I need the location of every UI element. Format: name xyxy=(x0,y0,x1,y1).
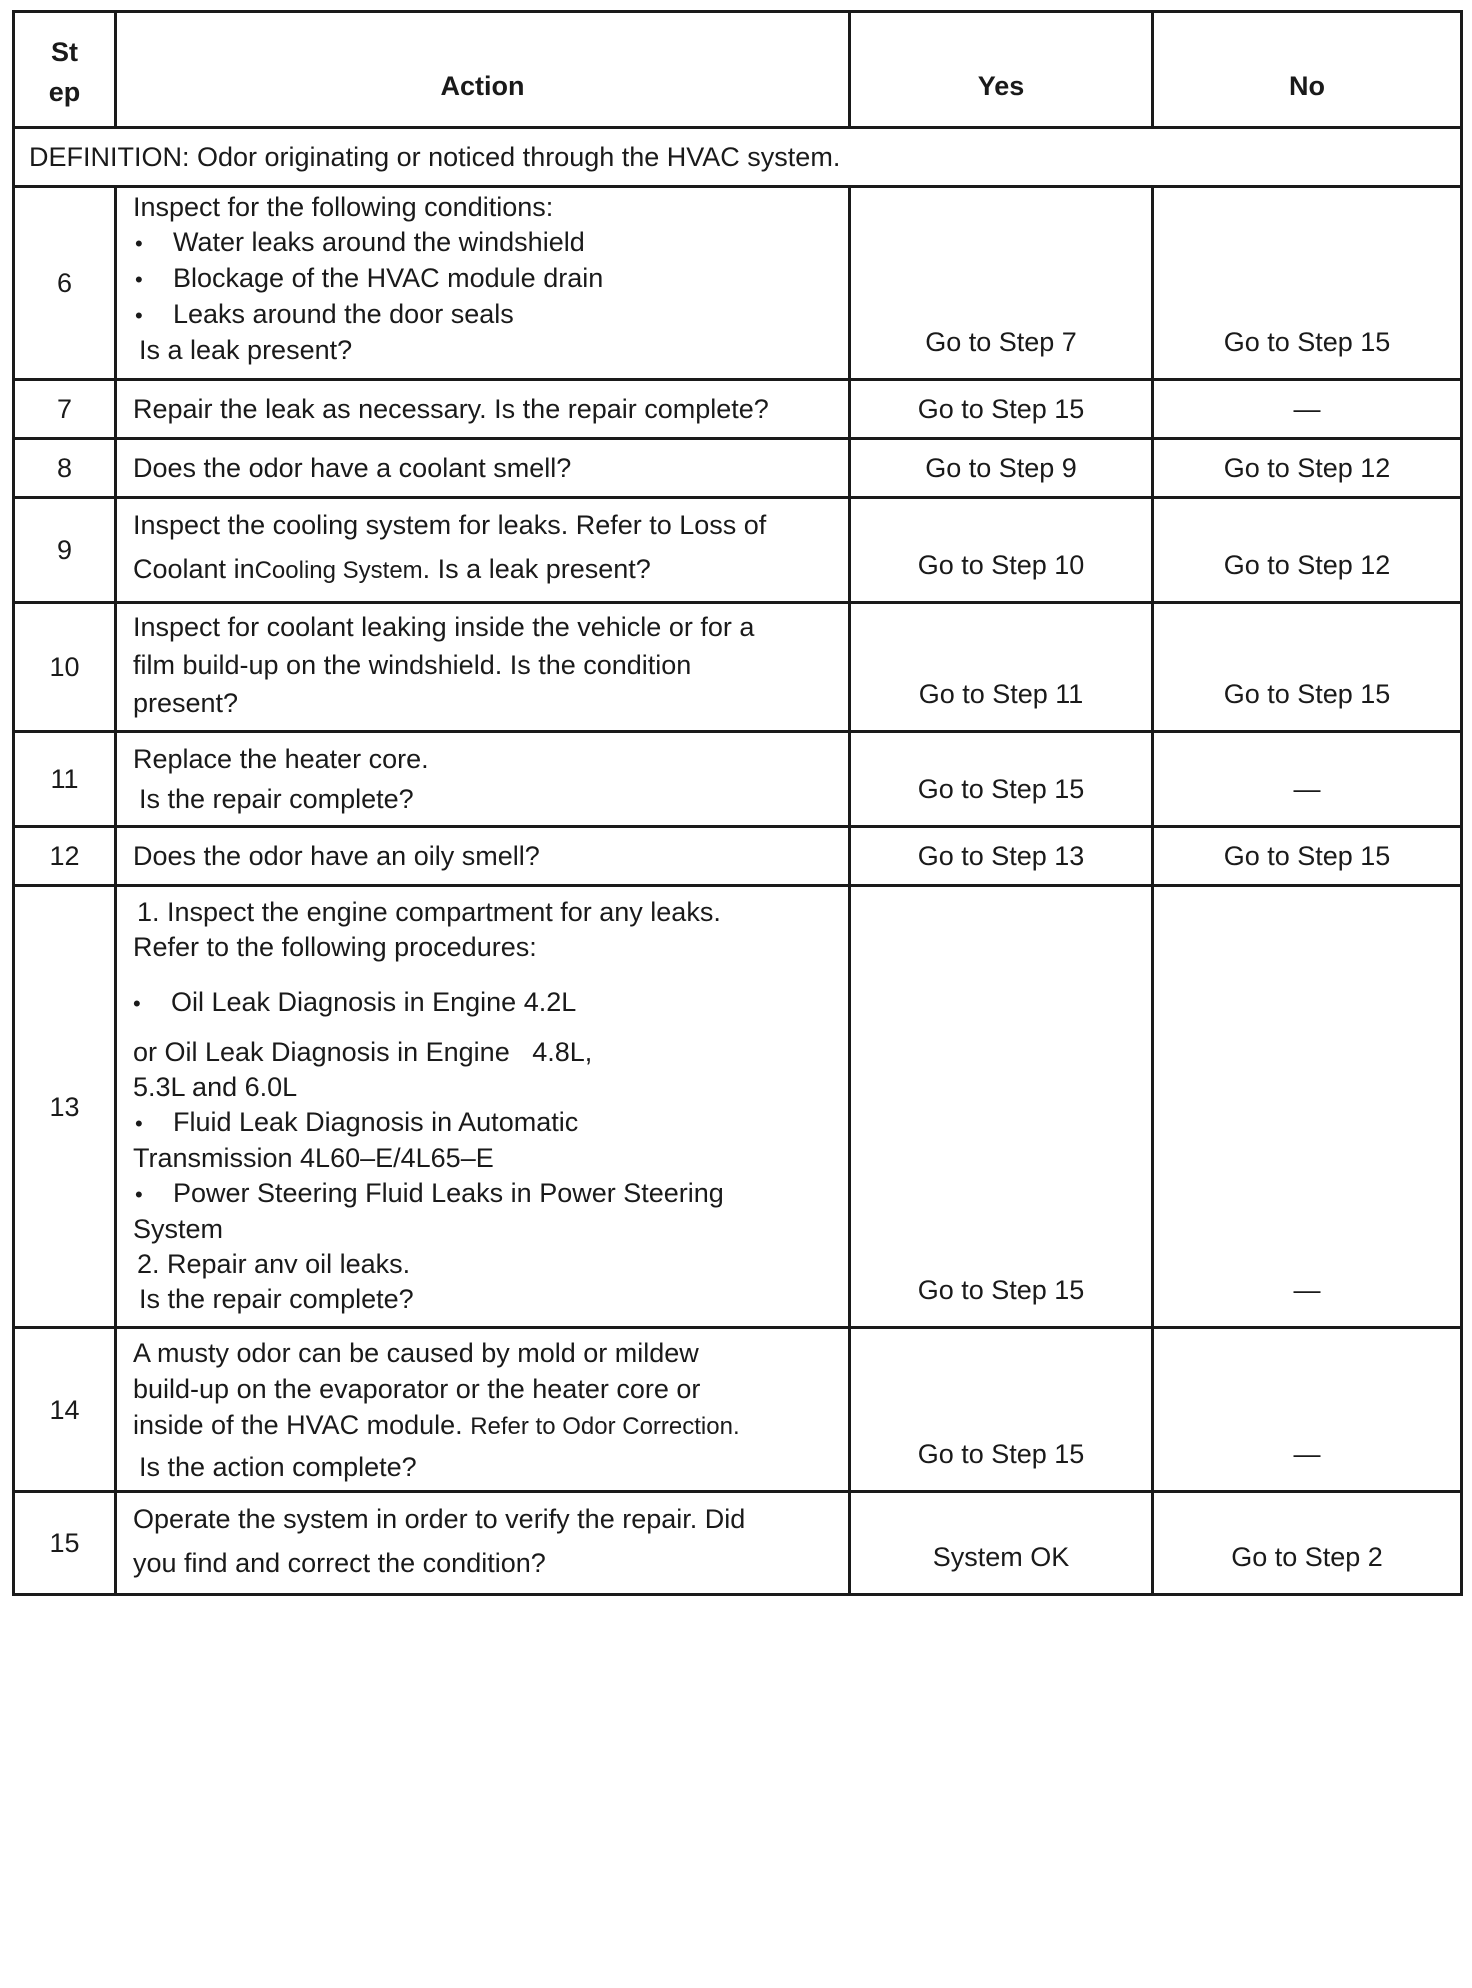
step-number: 8 xyxy=(14,439,116,498)
action-cell: Inspect the cooling system for leaks. Refer to Loss of Coolant inCooling System. Is a leak present? xyxy=(116,498,850,603)
action-cell: Inspect for coolant leaking inside the vehicle or for a film build-up on the windshield. Is the condition present? xyxy=(116,603,850,732)
cross-reference-link[interactable]: Cooling System xyxy=(254,557,423,584)
step-number: 10 xyxy=(14,603,116,732)
no-cell: Go to Step 15 xyxy=(1153,187,1462,380)
yes-cell: Go to Step 15 xyxy=(850,1328,1153,1492)
table-row xyxy=(14,439,1462,498)
table-row xyxy=(14,380,1462,439)
diagnostic-table-frame xyxy=(12,10,1460,1596)
diagnostic-table xyxy=(12,10,1463,1596)
action-cell: Operate the system in order to verify the repair. Did you find and correct the condition? xyxy=(116,1492,850,1595)
action-cell: 1. Inspect the engine compartment for any leaks. Refer to the following procedures: • Oil Leak Diagnosis in Engine 4.2L or Oil Leak Diagnosis in Engine 4.8L, 5.3L and 6.0L • Fluid Leak Diagnosis in Automatic Transmission 4L60–E/4L65–E • Power Steering Fluid Leaks in Power Steering System 2. Repair anv oil leaks. Is the repair complete? xyxy=(116,886,850,1328)
yes-cell: Go to Step 10 xyxy=(850,498,1153,603)
no-cell: — xyxy=(1153,380,1462,439)
yes-cell: Go to Step 15 xyxy=(850,380,1153,439)
yes-cell: Go to Step 15 xyxy=(850,732,1153,827)
cross-reference-link[interactable]: Refer to Odor Correction. xyxy=(470,1413,740,1440)
header-yes: Yes xyxy=(850,12,1153,128)
definition-text: DEFINITION: Odor originating or noticed through the HVAC system. xyxy=(14,128,1462,187)
step-number: 13 xyxy=(14,886,116,1328)
table-row xyxy=(14,827,1462,886)
no-cell: Go to Step 15 xyxy=(1153,827,1462,886)
no-cell: Go to Step 12 xyxy=(1153,439,1462,498)
cross-reference-link[interactable]: 4.2L xyxy=(523,987,577,1017)
table-row xyxy=(14,187,1462,380)
cross-reference-link[interactable]: 4.8L, xyxy=(532,1037,593,1067)
header-step: St ep xyxy=(14,12,116,128)
step-number: 11 xyxy=(14,732,116,827)
yes-cell: Go to Step 11 xyxy=(850,603,1153,732)
yes-cell: System OK xyxy=(850,1492,1153,1595)
yes-cell: Go to Step 13 xyxy=(850,827,1153,886)
action-cell: Does the odor have an oily smell? xyxy=(116,827,850,886)
action-cell: Repair the leak as necessary. Is the repair complete? xyxy=(116,380,850,439)
header-action: Action xyxy=(116,12,850,128)
table-row xyxy=(14,498,1462,603)
yes-cell: Go to Step 7 xyxy=(850,187,1153,380)
no-cell: Go to Step 12 xyxy=(1153,498,1462,603)
action-cell: Inspect for the following conditions: • Water leaks around the windshield • Blockage of the HVAC module drain • Leaks around the door seals Is a leak present? xyxy=(116,187,850,380)
yes-cell: Go to Step 9 xyxy=(850,439,1153,498)
table-row xyxy=(14,603,1462,732)
action-cell: A musty odor can be caused by mold or mildew build-up on the evaporator or the heater core or inside of the HVAC module. Refer to Odor Correction. Is the action complete? xyxy=(116,1328,850,1492)
table-row xyxy=(14,732,1462,827)
step-number: 14 xyxy=(14,1328,116,1492)
action-cell: Replace the heater core. Is the repair complete? xyxy=(116,732,850,827)
step-number: 6 xyxy=(14,187,116,380)
step-number: 9 xyxy=(14,498,116,603)
step-number: 12 xyxy=(14,827,116,886)
table-row xyxy=(14,1328,1462,1492)
definition-row xyxy=(14,128,1462,187)
table-row xyxy=(14,1492,1462,1595)
header-no: No xyxy=(1153,12,1462,128)
no-cell: — xyxy=(1153,1328,1462,1492)
header-row xyxy=(14,12,1462,128)
no-cell: Go to Step 2 xyxy=(1153,1492,1462,1595)
yes-cell: Go to Step 15 xyxy=(850,886,1153,1328)
no-cell: — xyxy=(1153,732,1462,827)
step-number: 15 xyxy=(14,1492,116,1595)
no-cell: Go to Step 15 xyxy=(1153,603,1462,732)
no-cell: — xyxy=(1153,886,1462,1328)
action-cell: Does the odor have a coolant smell? xyxy=(116,439,850,498)
step-number: 7 xyxy=(14,380,116,439)
table-row xyxy=(14,886,1462,1328)
